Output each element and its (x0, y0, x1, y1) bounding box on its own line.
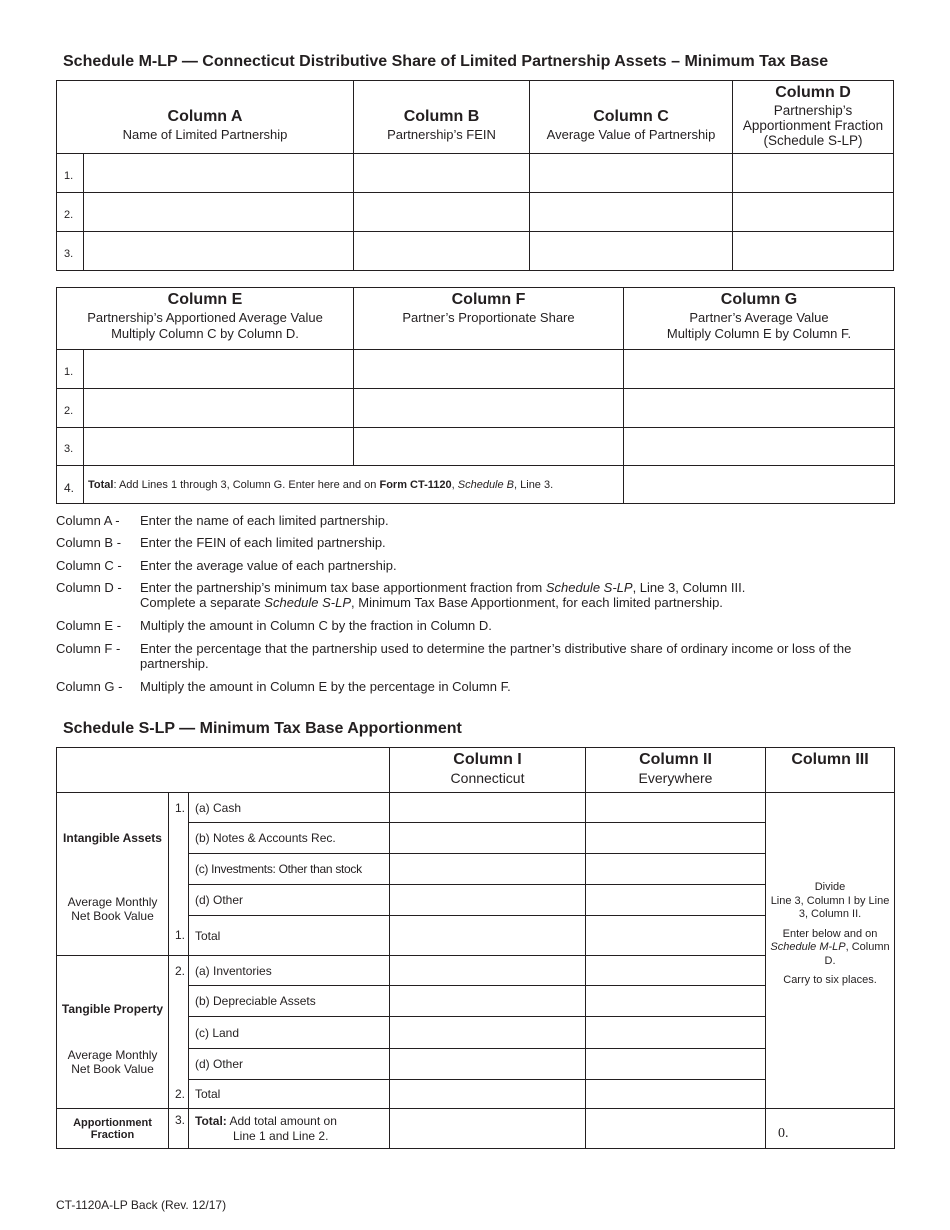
line-2b-label: (b) Depreciable Assets (189, 986, 390, 1017)
line-number-spacer (169, 885, 189, 916)
intangible-assets-label: Intangible Assets Average Monthly Net Book Value (57, 793, 169, 956)
total-instruction: Total: Add Lines 1 through 3, Column G. Enter here and on Form CT-1120, Schedule B, Line 3. (84, 466, 624, 504)
column-b-input[interactable] (354, 154, 530, 193)
column-d-input[interactable] (733, 154, 894, 193)
table-row (57, 193, 894, 232)
column-d-input[interactable] (733, 232, 894, 271)
line-1d-col-i-input[interactable] (390, 885, 586, 916)
line-1c-col-i-input[interactable] (390, 854, 586, 885)
table-row (57, 428, 895, 466)
line-1-total-col-ii-input[interactable] (586, 916, 766, 956)
line-1a-label: (a) Cash (189, 793, 390, 823)
line-3-col-iii-input[interactable]: 0. (766, 1109, 895, 1149)
line-2c-col-ii-input[interactable] (586, 1017, 766, 1049)
column-a-input[interactable] (84, 232, 354, 271)
line-number-spacer (169, 854, 189, 885)
column-f-input[interactable] (354, 350, 624, 389)
line-1-total-col-i-input[interactable] (390, 916, 586, 956)
schedule-mlp-title: Schedule M-LP — Connecticut Distributive Share of Limited Partnership Assets – Minimum Tax Base (63, 53, 829, 70)
line-2c-label: (c) Land (189, 1017, 390, 1049)
line-1b-label: (b) Notes & Accounts Rec. (189, 823, 390, 854)
column-a-input[interactable] (84, 154, 354, 193)
column-b-header: Column B Partnership’s FEIN (354, 81, 530, 154)
line-number: 2. (57, 193, 84, 232)
column-g-input[interactable] (624, 428, 895, 466)
mlp-table-2 (56, 287, 895, 504)
slp-table (56, 747, 895, 1149)
line-number: 4. (57, 466, 84, 504)
total-input[interactable] (624, 466, 895, 504)
column-e-input[interactable] (84, 428, 354, 466)
total-row (57, 466, 895, 504)
line-number: 3. (169, 1109, 189, 1149)
line-2d-label: (d) Other (189, 1049, 390, 1080)
line-1b-col-i-input[interactable] (390, 823, 586, 854)
line-number: 1. (169, 793, 189, 823)
line-number: 3. (57, 232, 84, 271)
column-i-header: Column I Connecticut (390, 748, 586, 793)
line-2d-col-i-input[interactable] (390, 1049, 586, 1080)
line-3-label: Total: Add total amount on Line 1 and Line 2. (189, 1109, 390, 1149)
column-c-input[interactable] (530, 232, 733, 271)
line-number-spacer (169, 986, 189, 1017)
line-number-spacer (169, 1017, 189, 1049)
line-number-spacer (169, 823, 189, 854)
tangible-property-label: Tangible Property Average Monthly Net Book Value (57, 956, 169, 1109)
column-g-header: Column G Partner’s Average Value Multiply Column E by Column F. (624, 288, 895, 350)
line-2b-col-ii-input[interactable] (586, 986, 766, 1017)
line-2-total-col-i-input[interactable] (390, 1080, 586, 1109)
line-number-spacer (169, 1049, 189, 1080)
form-footer: CT-1120A-LP Back (Rev. 12/17) (56, 1198, 227, 1212)
line-1a-col-ii-input[interactable] (586, 793, 766, 823)
table-row (57, 350, 895, 389)
blank-header (57, 748, 390, 793)
column-f-input[interactable] (354, 389, 624, 428)
line-3-col-i-input[interactable] (390, 1109, 586, 1149)
column-ii-header: Column II Everywhere (586, 748, 766, 793)
mlp-table-1 (56, 80, 894, 271)
line-number: 2. (57, 389, 84, 428)
line-2a-label: (a) Inventories (189, 956, 390, 986)
column-g-input[interactable] (624, 350, 895, 389)
line-2a-col-ii-input[interactable] (586, 956, 766, 986)
line-2d-col-ii-input[interactable] (586, 1049, 766, 1080)
table-row (57, 154, 894, 193)
line-2-total-label: Total (189, 1080, 390, 1109)
line-1b-col-ii-input[interactable] (586, 823, 766, 854)
form-page: Schedule M-LP — Connecticut Distributive Share of Limited Partnership Assets – Minimum Tax Base Column A Name of Limited Partnership Column B Partnership’s FEIN Column C Average Value of Partnership Column D Partnership’s Apportionment Fraction (Schedule S-LP) 1. 2. 3. Column E Partnership’s Apportioned Average Value Multiply Column C by Column D. Column F Partner’s Proportionate Share Column G Partner’s Average Value Multiply Column E by Column F. 1. 2. 3. 4. Total: Add Lines 1 through 3, Column G. Enter here and on Form CT-1120, Schedule B, Line 3. Column A - Enter the name of each limited partnership. Column B - Enter the FEIN of each limited partnership. Column C - Enter the average value of each partnership. Column D - Enter the partnership’s minimum tax base apportionment fraction from Schedule S-LP, Line 3, Column III. Complete a separate Schedule S-LP, Minimum Tax Base Apportionment, for each limited partnership. Column E - Multiply the amount in Column C by the fraction in Column D. Column F - Enter the percentage that the partnership used to determine the partner’s distributive share of ordinary income or loss of the partnership. Column G - Multiply the amount in Column E by the percentage in Column F. Schedule S-LP — Minimum Tax Base Apportionment Column I Connecticut Column II Everywhere Column III Intangible Assets Average Monthly Net Book Value 1. (a) Cash Divide Line 3, Column I by Line 3, Column II. Enter below and on Schedule M-LP, Column D. Carry to six places. (b) Notes & Accounts Rec. (c) Investments: Other than stock (d) Other 1. Total Tangible Property Average Monthly Net Book Value 2. (a) Inventories (b) Depreciable Assets (c) Land (d) Other 2. Total Apportionment Fraction 3. Total: Add total amount on Line 1 and Line 2. 0. CT-1120A-LP Back (Rev. 12/17) (0, 0, 950, 1230)
column-d-header: Column D Partnership’s Apportionment Fraction (Schedule S-LP) (733, 81, 894, 154)
line-number: 1. (169, 916, 189, 956)
line-2c-col-i-input[interactable] (390, 1017, 586, 1049)
column-d-input[interactable] (733, 193, 894, 232)
column-a-input[interactable] (84, 193, 354, 232)
line-2-total-col-ii-input[interactable] (586, 1080, 766, 1109)
table-row (57, 232, 894, 271)
line-1a-col-i-input[interactable] (390, 793, 586, 823)
column-a-header: Column A Name of Limited Partnership (57, 81, 354, 154)
column-iii-header: Column III (766, 748, 895, 793)
column-e-header: Column E Partnership’s Apportioned Average Value Multiply Column C by Column D. (57, 288, 354, 350)
line-3-col-ii-input[interactable] (586, 1109, 766, 1149)
column-b-input[interactable] (354, 193, 530, 232)
column-iii-instructions: Divide Line 3, Column I by Line 3, Column II. Enter below and on Schedule M-LP, Column D. Carry to six places. (766, 793, 895, 1109)
column-f-input[interactable] (354, 428, 624, 466)
line-number: 1. (57, 154, 84, 193)
line-number: 2. (169, 1080, 189, 1109)
line-number: 2. (169, 956, 189, 986)
column-g-input[interactable] (624, 389, 895, 428)
line-1-total-label: Total (189, 916, 390, 956)
apportionment-fraction-label: Apportionment Fraction (57, 1109, 169, 1149)
line-1d-col-ii-input[interactable] (586, 885, 766, 916)
line-1c-col-ii-input[interactable] (586, 854, 766, 885)
column-f-header: Column F Partner’s Proportionate Share (354, 288, 624, 350)
column-e-input[interactable] (84, 350, 354, 389)
column-e-input[interactable] (84, 389, 354, 428)
column-b-input[interactable] (354, 232, 530, 271)
line-number: 3. (57, 428, 84, 466)
line-1d-label: (d) Other (189, 885, 390, 916)
line-number: 1. (57, 350, 84, 389)
line-1c-label: (c) Investments: Other than stock (189, 854, 390, 885)
line-2b-col-i-input[interactable] (390, 986, 586, 1017)
schedule-slp-title: Schedule S-LP — Minimum Tax Base Apportionment (63, 720, 462, 737)
line-2a-col-i-input[interactable] (390, 956, 586, 986)
column-c-input[interactable] (530, 154, 733, 193)
table-row (57, 389, 895, 428)
column-c-header: Column C Average Value of Partnership (530, 81, 733, 154)
column-c-input[interactable] (530, 193, 733, 232)
